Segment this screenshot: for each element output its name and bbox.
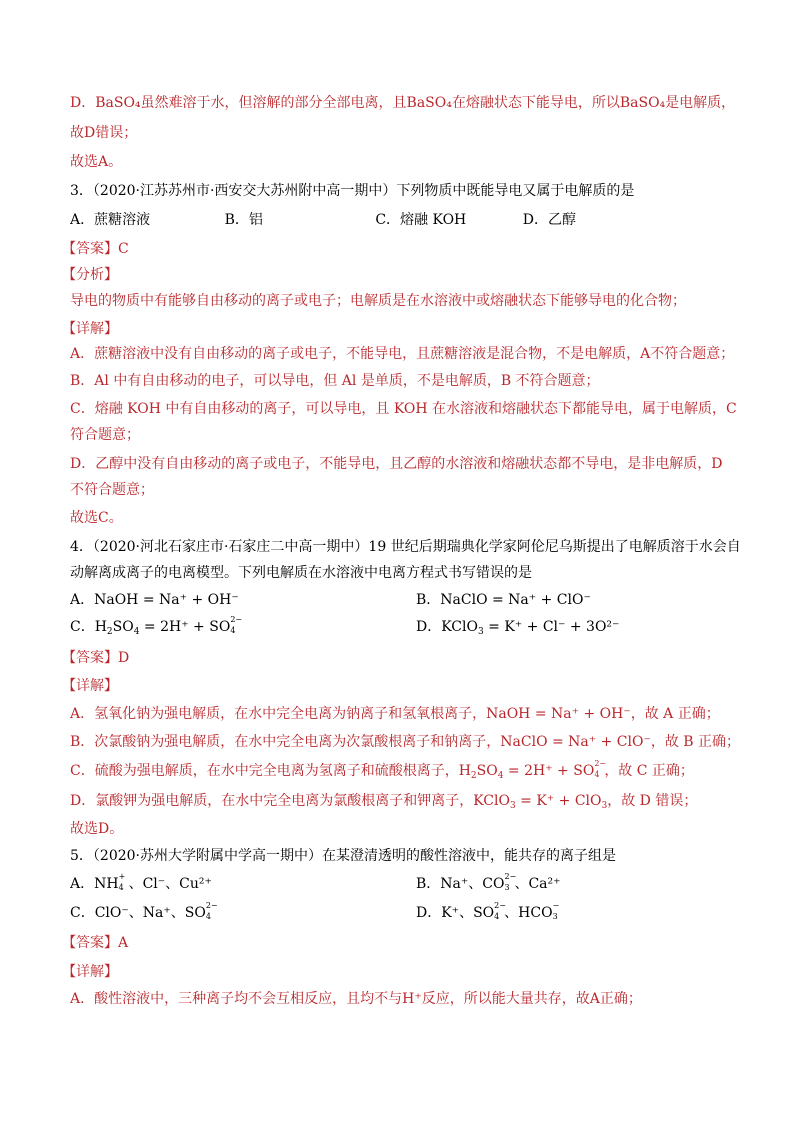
q4-detail-label: 【详解】 [62,678,118,694]
q3-option-d: D．乙醇 [522,212,576,228]
q5-detail-a: A．酸性溶液中，三种离子均不会互相反应，且均不与H⁺反应，所以能大量共存，故A正确； [70,991,642,1007]
q3-option-b: B．铝 [224,212,263,228]
q5-options-row1 [70,873,746,895]
q3-options [70,209,746,231]
q3-stem: 3．（2020·江苏苏州市·西安交大苏州附中高一期中）下列物质中既能导电又属于电解质的是 [70,183,635,199]
prev-option-d-line2: 故D错误； [70,125,138,141]
q5-stem: 5．（2020·苏州大学附属中学高一期中）在某澄清透明的酸性溶液中，能共存的离子组是 [70,848,616,864]
q4-detail-b: B．次氯酸钠为强电解质，在水中完全电离为次氯酸根离子和钠离子，NaClO = Na⁺ + ClO⁻，故 B 正确； [70,734,741,750]
q5-answer: 【答案】A [62,935,129,951]
q3-analysis: 导电的物质中有能够自由移动的离子或电子；电解质是在水溶液中或熔融状态下能够导电的化合物； [70,293,686,309]
q3-detail-label: 【详解】 [62,321,118,337]
q5-detail-label: 【详解】 [62,964,118,980]
q4-options-row1 [70,589,746,611]
q4-detail-c: C．硫酸为强电解质，在水中完全电离为氢离子和硫酸根离子，$H_2SO_4 = 2H^+$ + SO 2− 4 ，故 C 正确； [70,760,694,781]
q3-detail-b: B．Al 中有自由移动的电子，可以导电，但 Al 是单质，不是电解质，B 不符合题意； [70,373,600,389]
q4-stem-line1: 4．（2020·河北石家庄市·石家庄二中高一期中）19 世纪后期瑞典化学家阿伦尼乌斯提出了电解质溶于水会自 [70,539,741,555]
q3-detail-c-line2: 符合题意； [70,427,140,443]
q4-detail-d: D．氯酸钾为强电解质，在水中完全电离为氯酸根离子和钾离子，KClO$_3$ = K⁺ + ClO$_3$，故 D 错误； [70,793,698,811]
q4-option-d: D．KClO$_3$ = K⁺ + Cl⁻ + 3O²⁻ [416,619,620,637]
q4-answer: 【答案】D [62,650,130,666]
q5-options-row2 [70,902,746,924]
q4-option-a: A．NaOH = Na⁺ + OH⁻ [70,592,239,608]
q5-option-d: D．K⁺、SO 2− 4 、HCO − 3 [416,902,560,921]
q4-stem-line2: 动解离成离子的电离模型。下列电解质在水溶液中电离方程式书写错误的是 [70,565,532,581]
q3-detail-d-line2: 不符合题意； [70,482,154,498]
q3-detail-c-line1: C．熔融 KOH 中有自由移动的离子，可以导电，且 KOH 在水溶液和熔融状态下都能导电，属于电解质，C [70,401,737,417]
q4-detail-a: A．氢氧化钠为强电解质，在水中完全电离为钠离子和氢氧根离子，NaOH = Na⁺ + OH⁻，故 A 正确； [70,706,720,722]
q3-conclusion: 故选C。 [70,510,123,526]
q5-option-c: C．ClO⁻、Na⁺、SO 2− 4 [70,902,218,921]
q4-conclusion: 故选D。 [70,821,124,837]
q5-option-b: B．Na⁺、CO 2− 3 、Ca²⁺ [416,873,561,892]
prev-conclusion: 故选A。 [70,154,123,170]
q4-options-row2 [70,616,746,638]
q3-option-c: C．熔融 KOH [375,212,467,228]
q3-answer: 【答案】C [62,241,129,257]
q5-option-a: A．NH + 4 、Cl⁻、Cu²⁺ [70,873,212,892]
prev-option-d-line1: D．BaSO₄虽然难溶于水，但溶解的部分全部电离，且BaSO₄在熔融状态下能导电，所以BaSO₄是电解质， [70,95,736,111]
q3-detail-d-line1: D．乙醇中没有自由移动的离子或电子，不能导电，且乙醇的水溶液和熔融状态都不导电，是非电解质，D [70,456,723,472]
q4-option-c: C．$H_2SO_4 = 2H^+$ + SO 2− 4 [70,616,243,637]
q3-analysis-label: 【分析】 [62,267,118,283]
q3-detail-a: A．蔗糖溶液中没有自由移动的离子或电子，不能导电，且蔗糖溶液是混合物，不是电解质，A不符合题意； [70,346,735,362]
q3-option-a: A．蔗糖溶液 [70,212,151,228]
q4-option-b: B．NaClO = Na⁺ + ClO⁻ [416,592,591,608]
